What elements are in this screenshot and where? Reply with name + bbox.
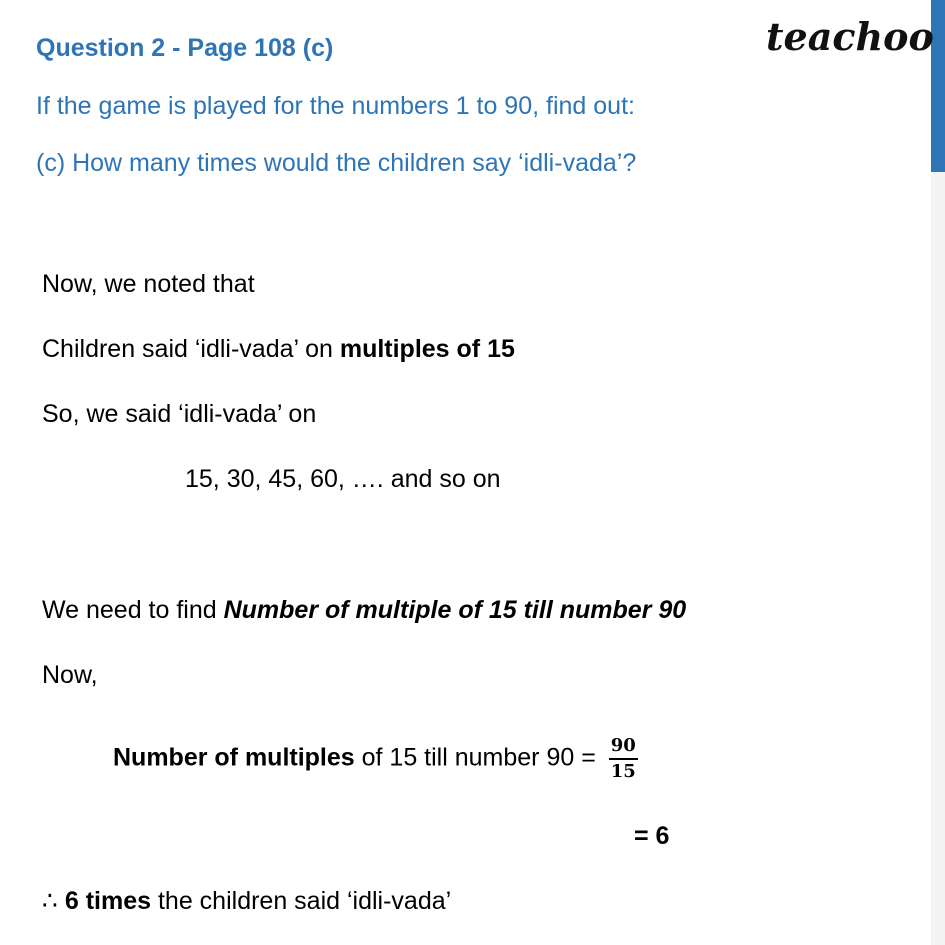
conclusion-line [42,886,451,916]
question-text-line1: If the game is played for the numbers 1 to 90, find out: [36,92,635,120]
solution-line-5-bold: Number of multiple of 15 till number 90 [223,596,687,624]
solution-line-1: Now, we noted that [42,270,255,298]
fraction [609,736,638,782]
solution-line-5 [42,596,686,625]
solution-line-2-text: Children said ‘idli-vada’ on [42,335,340,363]
solution-line-2-bold: multiples of 15 [339,335,515,363]
solution-line-2 [42,335,515,364]
teachoo-logo: teachoo [766,14,934,59]
question-text-line2: (c) How many times would the children say ‘idli-vada’? [36,149,637,177]
equation-bold-term: Number of multiples [113,743,355,772]
therefore-symbol: ∴ [42,887,65,915]
solution-line-5-text: We need to find [42,596,224,624]
solution-line-3: So, we said ‘idli-vada’ on [42,400,317,428]
solution-line-6: Now, [42,661,98,689]
conclusion-bold: 6 times [64,887,152,915]
equation-result: = 6 [634,822,670,850]
equation-text: of 15 till number 90 = [354,743,603,772]
equation-line [113,736,638,782]
question-title: Question 2 - Page 108 (c) [36,34,334,62]
fraction-numerator: 90 [609,736,638,760]
fraction-denominator: 15 [610,761,636,782]
conclusion-text: the children said ‘idli-vada’ [151,887,452,915]
multiples-list: 15, 30, 45, 60, …. and so on [185,465,501,493]
